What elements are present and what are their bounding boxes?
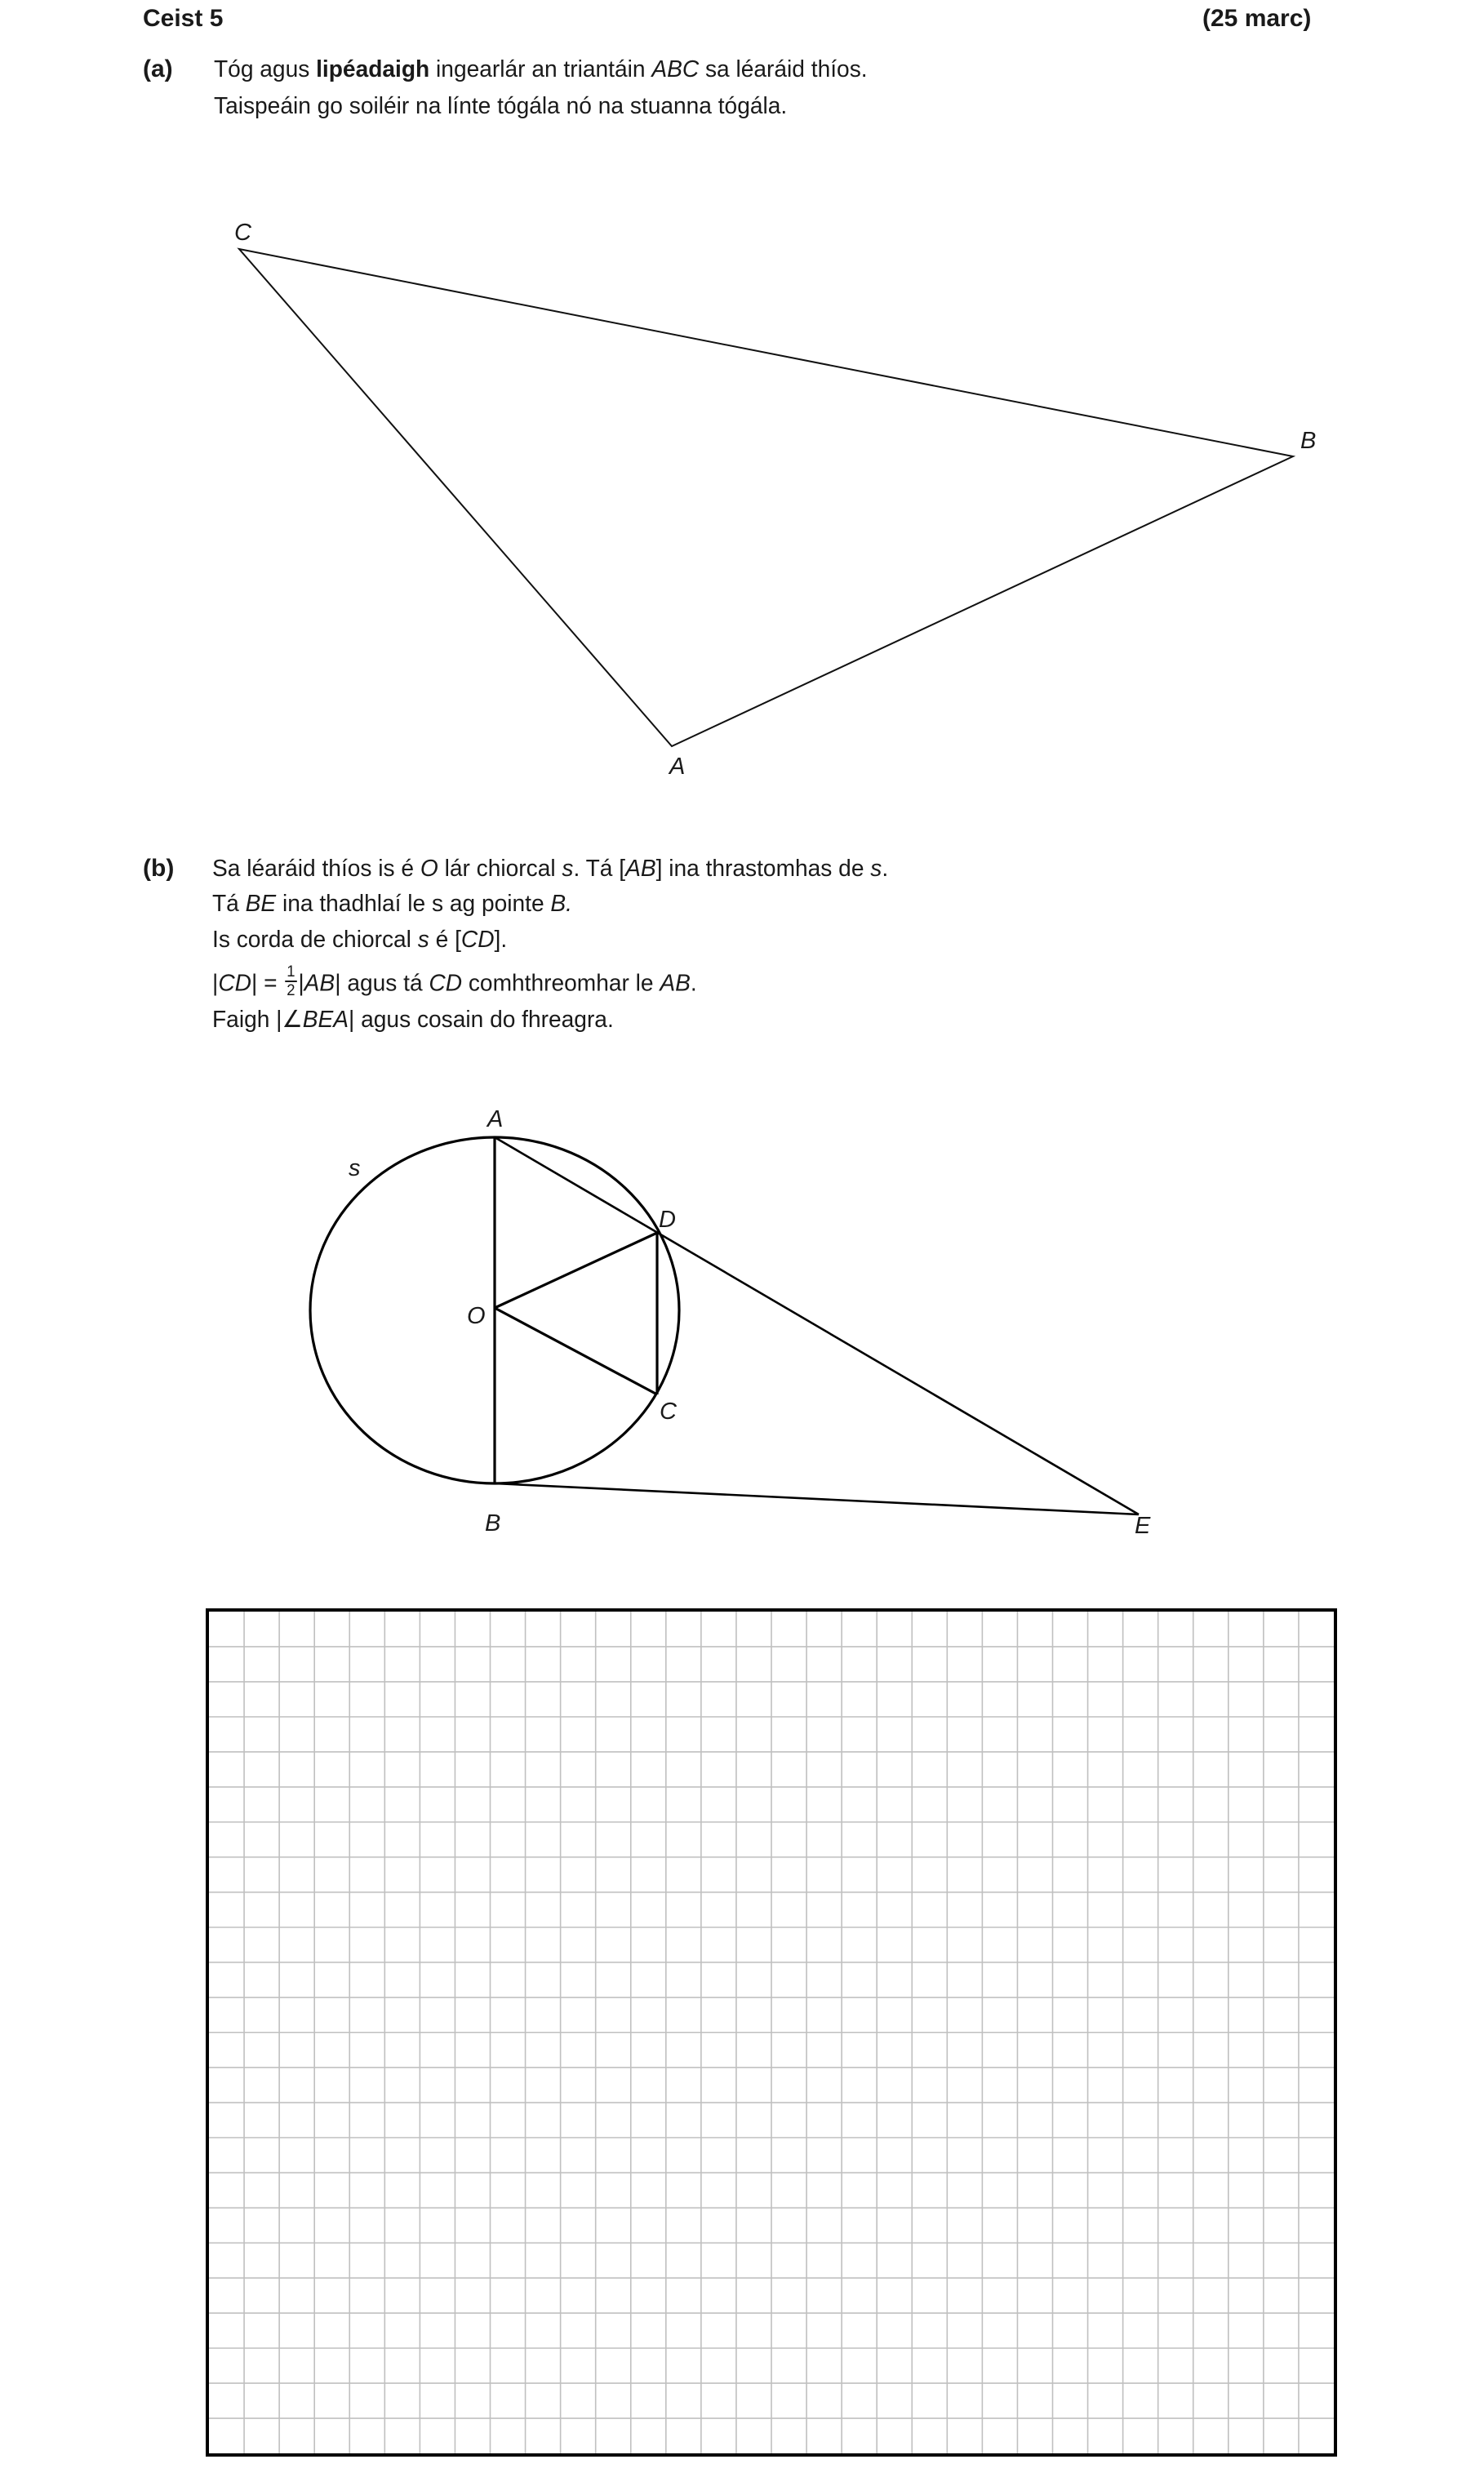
point-label-e: E — [1135, 1513, 1151, 1539]
tangent-be — [495, 1483, 1139, 1514]
text: Faigh |∠ — [212, 1007, 303, 1033]
text: Tá — [212, 891, 246, 917]
text: Tóg agus — [214, 56, 317, 82]
italic-text: CD — [429, 970, 463, 997]
text: Is corda de chiorcal — [212, 927, 418, 953]
vertex-label-c: C — [234, 220, 251, 246]
italic-text: s — [417, 927, 429, 953]
point-label-o: O — [467, 1303, 486, 1329]
vertex-label-b: B — [1300, 428, 1317, 454]
text: lár chiorcal — [438, 856, 562, 882]
italic-text: AB — [660, 970, 691, 997]
marks-label: (25 marc) — [1202, 5, 1312, 32]
text: | — [212, 970, 219, 997]
italic-text: AB — [625, 856, 656, 882]
text: | agus tá — [335, 970, 429, 997]
italic-text: BE — [245, 891, 277, 917]
grid-lines — [209, 1612, 1334, 2453]
text: sa léaráid thíos. — [699, 56, 868, 82]
circle-label-s: s — [349, 1155, 361, 1181]
bold-text: lipéadaigh — [316, 56, 430, 82]
point-label-c: C — [660, 1399, 677, 1425]
italic-text: ABC — [651, 56, 700, 82]
italic-text: O — [420, 856, 438, 882]
text: ]. — [494, 927, 508, 953]
text: Sa léaráid thíos is é — [212, 856, 420, 882]
italic-text: AB — [304, 970, 335, 997]
italic-text: B. — [550, 891, 573, 917]
italic-text: s — [562, 856, 574, 882]
italic-text: CD — [218, 970, 251, 997]
text: comhthreomhar le — [462, 970, 660, 997]
text: . — [690, 970, 697, 997]
question-title: Ceist 5 — [143, 5, 224, 32]
part-a-instruction-line2: Taispeáin go soiléir na línte tógála nó na stuanna tógála. — [214, 93, 788, 119]
point-label-a: A — [487, 1106, 504, 1132]
text: ina thadhlaí le s ag pointe — [276, 891, 551, 917]
answer-grid[interactable] — [206, 1608, 1337, 2457]
part-b-label: (b) — [143, 855, 175, 882]
text: . — [882, 856, 889, 882]
fraction-numerator: 1 — [287, 963, 295, 981]
text: ] ina thrastomhas de — [655, 856, 871, 882]
text: é [ — [429, 927, 461, 953]
text: . Tá [ — [573, 856, 626, 882]
point-label-d: D — [659, 1207, 676, 1233]
triangle-abc-diagram — [234, 220, 1316, 780]
radius-oc — [495, 1308, 657, 1394]
italic-text: CD — [460, 927, 495, 953]
text: ingearlár an triantáin — [429, 56, 652, 82]
point-label-b: B — [485, 1510, 501, 1537]
triangle-abc — [239, 249, 1293, 746]
fraction-denominator: 2 — [287, 982, 295, 999]
italic-text: BEA — [302, 1007, 349, 1033]
circle-diagram-labels — [349, 1106, 1151, 1539]
vertex-label-a: A — [669, 754, 686, 780]
text: | agus cosain do fhreagra. — [349, 1007, 614, 1033]
italic-text: s — [870, 856, 882, 882]
text: | = — [251, 970, 284, 997]
radius-od — [495, 1233, 657, 1308]
circle-diagram — [310, 1137, 1139, 1514]
text: | — [298, 970, 304, 997]
part-a-label: (a) — [143, 56, 173, 82]
